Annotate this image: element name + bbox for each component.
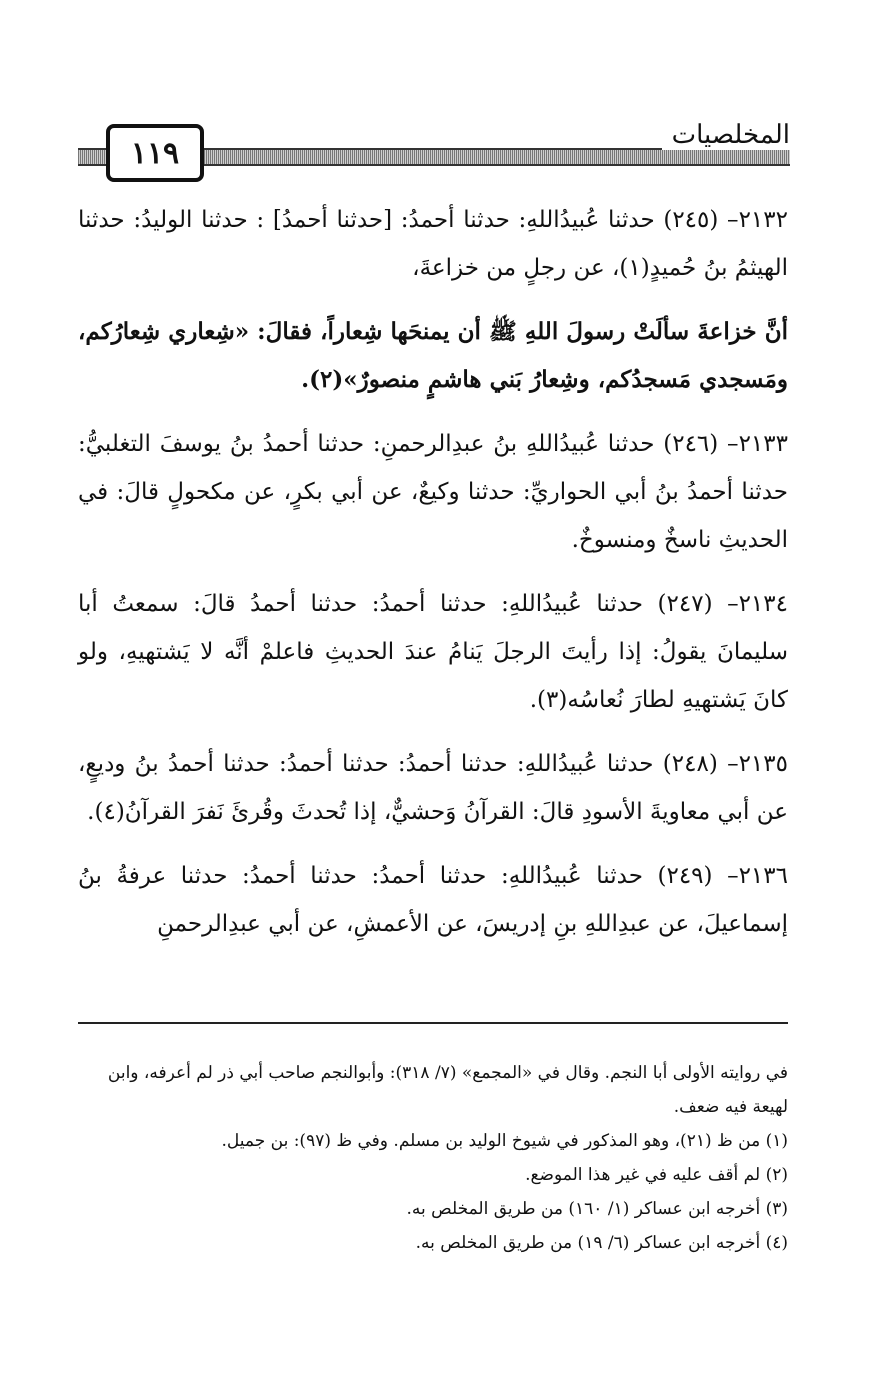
page-number-box	[106, 124, 204, 182]
page-number: ١١٩	[130, 135, 180, 171]
hadith-2133: ٢١٣٣– (٢٤٦) حدثنا عُبيدُاللهِ بنُ عبدِالرحمنِ: حدثنا أحمدُ بنُ يوسفَ التغلبيُّ: حدثنا أحمدُ بنُ أبي الحواريِّ: حدثنا وكيعٌ، عن أبي بكرٍ، عن مكحولٍ قالَ: في الحديثِ ناسخٌ ومنسوخٌ.	[78, 431, 788, 553]
running-title: المخلصيات	[662, 120, 790, 150]
footnote-2: (٢) لم أقف عليه في غير هذا الموضع.	[525, 1165, 788, 1185]
footnote-separator	[78, 1022, 788, 1024]
page-header	[78, 118, 790, 180]
hadith-2136: ٢١٣٦– (٢٤٩) حدثنا عُبيدُاللهِ: حدثنا أحمدُ: حدثنا أحمدُ: حدثنا عرفةُ بنُ إسماعيلَ، عن عبدِاللهِ بنِ إدريسَ، عن الأعمشِ، عن أبي عبدِالرحمنِ	[78, 863, 788, 937]
footnote-4: (٤) أخرجه ابن عساكر (٦/ ١٩) من طريق المخلص به.	[415, 1233, 788, 1253]
hadith-2135: ٢١٣٥– (٢٤٨) حدثنا عُبيدُاللهِ: حدثنا أحمدُ: حدثنا أحمدُ: حدثنا أحمدُ بنُ وديعٍ، عن أبي معاويةَ الأسودِ قالَ: القرآنُ وَحشيٌّ، إذا تُحدثَ وقُرئَ نَفرَ القرآنُ(٤).	[78, 751, 788, 825]
footnotes	[100, 1056, 788, 1260]
footnote-continuation: في روايته الأولى أبا النجم. وقال في «المجمع» (٧/ ٣١٨): وأبوالنجم صاحب أبي ذر لم أعرفه، وابن لهيعة فيه ضعف.	[107, 1063, 788, 1117]
footnote-1: (١) من ظ (٢١)، وهو المذكور في شيوخ الوليد بن مسلم. وفي ظ (٩٧): بن جميل.	[221, 1131, 788, 1151]
hadith-2132: ٢١٣٢– (٢٤٥) حدثنا عُبيدُاللهِ: حدثنا أحمدُ: [حدثنا أحمدُ] : حدثنا الوليدُ: حدثنا الهيثمُ بنُ حُميدٍ(١)، عن رجلٍ من خزاعةَ،	[78, 207, 788, 281]
main-text	[78, 196, 788, 964]
footnote-3: (٣) أخرجه ابن عساكر (١/ ١٦٠) من طريق المخلص به.	[406, 1199, 788, 1219]
hadith-2134: ٢١٣٤– (٢٤٧) حدثنا عُبيدُاللهِ: حدثنا أحمدُ: حدثنا أحمدُ قالَ: سمعتُ أبا سليمانَ يقولُ: إذا رأيتَ الرجلَ يَنامُ عندَ الحديثِ فاعلمْ أنَّه لا يَشتهيهِ، ولو كانَ يَشتهيهِ لطارَ نُعاسُه(٣).	[78, 591, 788, 713]
hadith-2132-matn: أنَّ خزاعةَ سألَتْ رسولَ اللهِ ﷺ أن يمنحَها شِعاراً، فقالَ: «شِعاري شِعارُكم، ومَسجدي مَسجدُكم، وشِعارُ بَني هاشمٍ منصورٌ»(٢).	[78, 318, 788, 393]
